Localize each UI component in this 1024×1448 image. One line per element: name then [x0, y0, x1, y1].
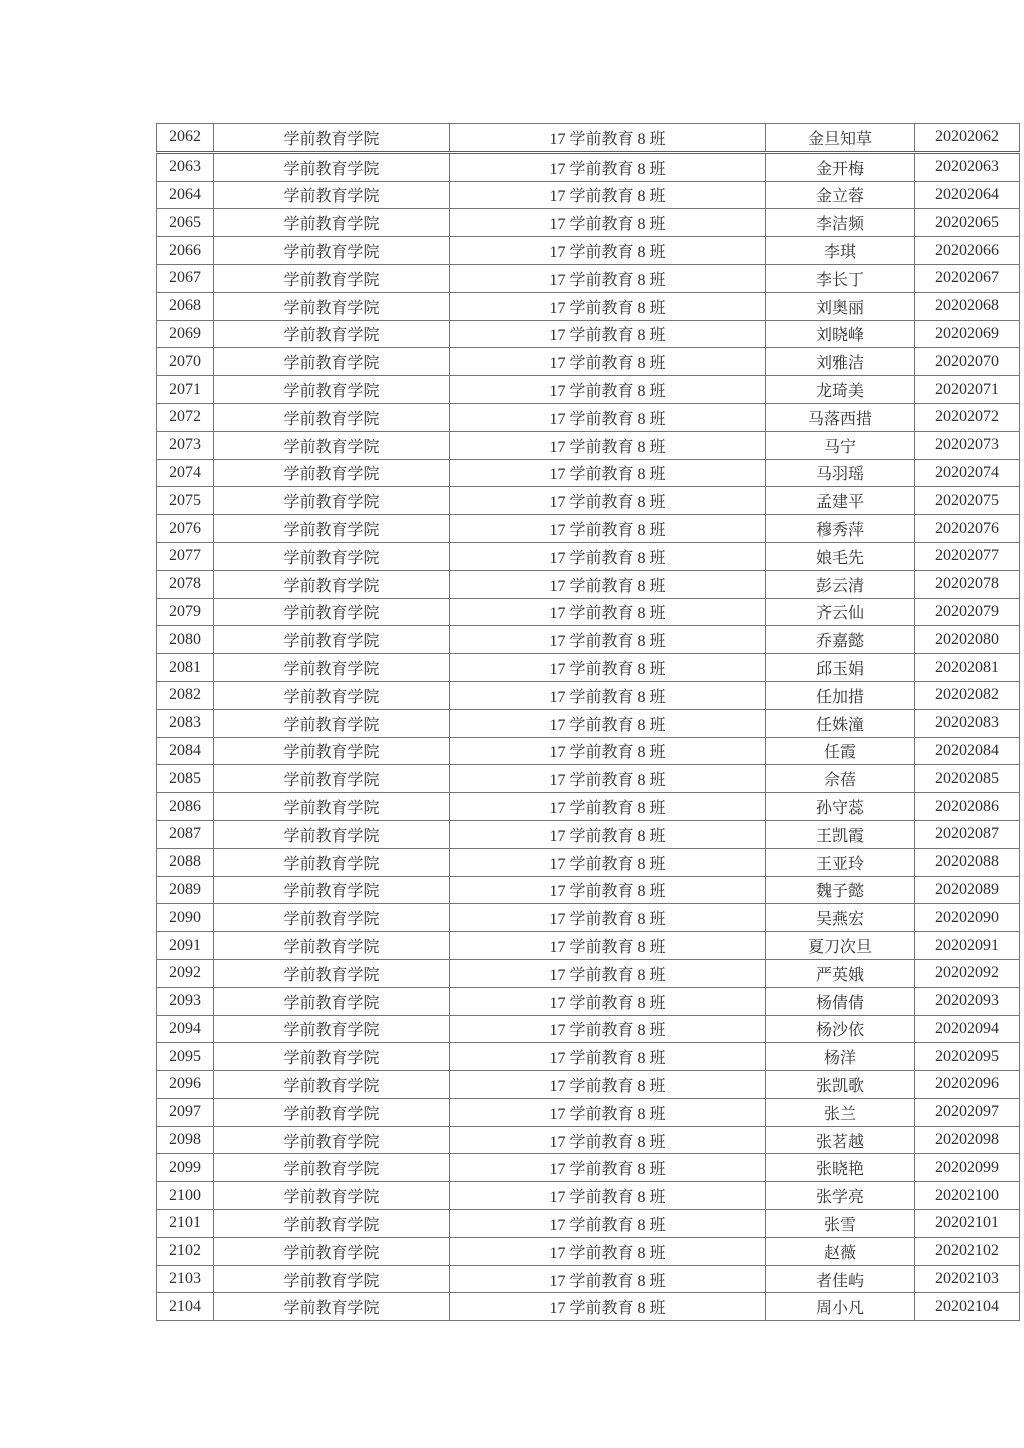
cell-college: 学前教育学院 — [214, 542, 450, 570]
cell-class: 17 学前教育 8 班 — [450, 932, 766, 960]
cell-college: 学前教育学院 — [214, 737, 450, 765]
cell-student-id: 20202076 — [915, 515, 1020, 543]
cell-student-id: 20202089 — [915, 876, 1020, 904]
cell-student-id: 20202086 — [915, 793, 1020, 821]
cell-serial-number: 2099 — [157, 1154, 214, 1182]
cell-college: 学前教育学院 — [214, 654, 450, 682]
table-row — [157, 292, 1020, 320]
table-row — [157, 515, 1020, 543]
table-row — [157, 348, 1020, 376]
cell-class: 17 学前教育 8 班 — [450, 376, 766, 404]
cell-class: 17 学前教育 8 班 — [450, 515, 766, 543]
cell-college: 学前教育学院 — [214, 709, 450, 737]
table-row — [157, 932, 1020, 960]
cell-student-id: 20202088 — [915, 848, 1020, 876]
cell-class: 17 学前教育 8 班 — [450, 709, 766, 737]
cell-college: 学前教育学院 — [214, 848, 450, 876]
cell-class: 17 学前教育 8 班 — [450, 1126, 766, 1154]
cell-serial-number: 2069 — [157, 320, 214, 348]
cell-class: 17 学前教育 8 班 — [450, 681, 766, 709]
cell-student-name: 李琪 — [766, 237, 915, 265]
cell-serial-number: 2062 — [157, 124, 214, 153]
cell-serial-number: 2083 — [157, 709, 214, 737]
cell-student-name: 夏刀次旦 — [766, 932, 915, 960]
cell-student-id: 20202068 — [915, 292, 1020, 320]
table-row — [157, 152, 1020, 181]
cell-serial-number: 2084 — [157, 737, 214, 765]
cell-student-name: 邱玉娟 — [766, 654, 915, 682]
cell-college: 学前教育学院 — [214, 765, 450, 793]
table-row — [157, 959, 1020, 987]
table-row — [157, 709, 1020, 737]
cell-student-name: 金旦知草 — [766, 124, 915, 153]
cell-serial-number: 2101 — [157, 1210, 214, 1238]
table-row — [157, 904, 1020, 932]
cell-class: 17 学前教育 8 班 — [450, 124, 766, 153]
cell-student-id: 20202066 — [915, 237, 1020, 265]
cell-class: 17 学前教育 8 班 — [450, 1293, 766, 1321]
cell-student-id: 20202087 — [915, 820, 1020, 848]
cell-college: 学前教育学院 — [214, 1098, 450, 1126]
cell-student-id: 20202071 — [915, 376, 1020, 404]
cell-student-id: 20202100 — [915, 1182, 1020, 1210]
cell-class: 17 学前教育 8 班 — [450, 487, 766, 515]
cell-college: 学前教育学院 — [214, 181, 450, 209]
table-row — [157, 1265, 1020, 1293]
cell-college: 学前教育学院 — [214, 515, 450, 543]
cell-serial-number: 2068 — [157, 292, 214, 320]
cell-serial-number: 2098 — [157, 1126, 214, 1154]
table-row — [157, 376, 1020, 404]
table-row — [157, 626, 1020, 654]
table-row — [157, 570, 1020, 598]
cell-class: 17 学前教育 8 班 — [450, 904, 766, 932]
cell-serial-number: 2072 — [157, 403, 214, 431]
cell-student-name: 穆秀萍 — [766, 515, 915, 543]
cell-college: 学前教育学院 — [214, 932, 450, 960]
cell-class: 17 学前教育 8 班 — [450, 403, 766, 431]
table-row — [157, 793, 1020, 821]
cell-student-id: 20202085 — [915, 765, 1020, 793]
cell-student-name: 严英娥 — [766, 959, 915, 987]
table-row — [157, 124, 1020, 153]
table-row — [157, 209, 1020, 237]
cell-student-name: 杨倩倩 — [766, 987, 915, 1015]
cell-student-id: 20202062 — [915, 124, 1020, 153]
cell-student-id: 20202074 — [915, 459, 1020, 487]
cell-student-id: 20202083 — [915, 709, 1020, 737]
cell-serial-number: 2063 — [157, 152, 214, 181]
cell-serial-number: 2093 — [157, 987, 214, 1015]
cell-class: 17 学前教育 8 班 — [450, 459, 766, 487]
cell-serial-number: 2073 — [157, 431, 214, 459]
cell-serial-number: 2076 — [157, 515, 214, 543]
cell-student-name: 李长丁 — [766, 264, 915, 292]
cell-college: 学前教育学院 — [214, 598, 450, 626]
cell-serial-number: 2066 — [157, 237, 214, 265]
cell-class: 17 学前教育 8 班 — [450, 1265, 766, 1293]
cell-class: 17 学前教育 8 班 — [450, 570, 766, 598]
table-row — [157, 876, 1020, 904]
cell-student-name: 李洁频 — [766, 209, 915, 237]
table-row — [157, 848, 1020, 876]
cell-student-name: 金开梅 — [766, 152, 915, 181]
cell-college: 学前教育学院 — [214, 1265, 450, 1293]
cell-serial-number: 2089 — [157, 876, 214, 904]
cell-student-id: 20202069 — [915, 320, 1020, 348]
cell-serial-number: 2074 — [157, 459, 214, 487]
cell-class: 17 学前教育 8 班 — [450, 959, 766, 987]
cell-serial-number: 2077 — [157, 542, 214, 570]
table-row — [157, 1237, 1020, 1265]
cell-college: 学前教育学院 — [214, 1126, 450, 1154]
cell-student-name: 张凯歌 — [766, 1071, 915, 1099]
cell-class: 17 学前教育 8 班 — [450, 181, 766, 209]
cell-college: 学前教育学院 — [214, 459, 450, 487]
table-row — [157, 264, 1020, 292]
roster-table-body — [157, 124, 1020, 1321]
cell-college: 学前教育学院 — [214, 626, 450, 654]
cell-class: 17 学前教育 8 班 — [450, 348, 766, 376]
cell-class: 17 学前教育 8 班 — [450, 793, 766, 821]
cell-serial-number: 2095 — [157, 1043, 214, 1071]
cell-student-id: 20202096 — [915, 1071, 1020, 1099]
cell-serial-number: 2082 — [157, 681, 214, 709]
cell-student-id: 20202094 — [915, 1015, 1020, 1043]
cell-serial-number: 2100 — [157, 1182, 214, 1210]
cell-serial-number: 2086 — [157, 793, 214, 821]
cell-college: 学前教育学院 — [214, 1154, 450, 1182]
cell-student-name: 娘毛先 — [766, 542, 915, 570]
cell-student-id: 20202084 — [915, 737, 1020, 765]
cell-college: 学前教育学院 — [214, 152, 450, 181]
cell-student-id: 20202065 — [915, 209, 1020, 237]
table-row — [157, 681, 1020, 709]
cell-student-name: 张学亮 — [766, 1182, 915, 1210]
table-row — [157, 237, 1020, 265]
cell-class: 17 学前教育 8 班 — [450, 152, 766, 181]
cell-student-name: 刘奥丽 — [766, 292, 915, 320]
cell-student-name: 任霞 — [766, 737, 915, 765]
cell-college: 学前教育学院 — [214, 431, 450, 459]
cell-college: 学前教育学院 — [214, 1182, 450, 1210]
cell-serial-number: 2102 — [157, 1237, 214, 1265]
cell-serial-number: 2080 — [157, 626, 214, 654]
cell-class: 17 学前教育 8 班 — [450, 1210, 766, 1238]
cell-class: 17 学前教育 8 班 — [450, 1154, 766, 1182]
table-row — [157, 320, 1020, 348]
cell-student-name: 赵薇 — [766, 1237, 915, 1265]
cell-serial-number: 2088 — [157, 848, 214, 876]
cell-student-name: 佘蓓 — [766, 765, 915, 793]
cell-student-id: 20202072 — [915, 403, 1020, 431]
cell-student-id: 20202101 — [915, 1210, 1020, 1238]
cell-student-name: 孙守蕊 — [766, 793, 915, 821]
cell-student-name: 张晓艳 — [766, 1154, 915, 1182]
cell-student-id: 20202099 — [915, 1154, 1020, 1182]
cell-serial-number: 2090 — [157, 904, 214, 932]
cell-class: 17 学前教育 8 班 — [450, 1071, 766, 1099]
cell-serial-number: 2104 — [157, 1293, 214, 1321]
cell-student-name: 马宁 — [766, 431, 915, 459]
table-row — [157, 1126, 1020, 1154]
cell-student-id: 20202103 — [915, 1265, 1020, 1293]
table-row — [157, 1182, 1020, 1210]
cell-student-name: 杨洋 — [766, 1043, 915, 1071]
cell-class: 17 学前教育 8 班 — [450, 820, 766, 848]
table-row — [157, 820, 1020, 848]
cell-class: 17 学前教育 8 班 — [450, 626, 766, 654]
table-row — [157, 737, 1020, 765]
cell-college: 学前教育学院 — [214, 237, 450, 265]
student-roster-table — [156, 123, 1020, 1321]
cell-student-id: 20202092 — [915, 959, 1020, 987]
cell-serial-number: 2092 — [157, 959, 214, 987]
cell-serial-number: 2103 — [157, 1265, 214, 1293]
cell-college: 学前教育学院 — [214, 403, 450, 431]
cell-college: 学前教育学院 — [214, 209, 450, 237]
cell-class: 17 学前教育 8 班 — [450, 737, 766, 765]
cell-class: 17 学前教育 8 班 — [450, 542, 766, 570]
table-row — [157, 765, 1020, 793]
cell-student-id: 20202077 — [915, 542, 1020, 570]
cell-student-id: 20202095 — [915, 1043, 1020, 1071]
cell-serial-number: 2079 — [157, 598, 214, 626]
cell-student-name: 孟建平 — [766, 487, 915, 515]
cell-serial-number: 2096 — [157, 1071, 214, 1099]
cell-college: 学前教育学院 — [214, 264, 450, 292]
cell-student-id: 20202073 — [915, 431, 1020, 459]
cell-student-id: 20202082 — [915, 681, 1020, 709]
cell-student-name: 乔嘉懿 — [766, 626, 915, 654]
cell-college: 学前教育学院 — [214, 987, 450, 1015]
cell-college: 学前教育学院 — [214, 487, 450, 515]
cell-student-id: 20202079 — [915, 598, 1020, 626]
table-row — [157, 1071, 1020, 1099]
cell-college: 学前教育学院 — [214, 376, 450, 404]
cell-college: 学前教育学院 — [214, 876, 450, 904]
cell-class: 17 学前教育 8 班 — [450, 1098, 766, 1126]
cell-class: 17 学前教育 8 班 — [450, 292, 766, 320]
cell-college: 学前教育学院 — [214, 1043, 450, 1071]
cell-class: 17 学前教育 8 班 — [450, 598, 766, 626]
cell-serial-number: 2070 — [157, 348, 214, 376]
cell-serial-number: 2071 — [157, 376, 214, 404]
cell-class: 17 学前教育 8 班 — [450, 1015, 766, 1043]
table-row — [157, 459, 1020, 487]
cell-college: 学前教育学院 — [214, 1015, 450, 1043]
cell-class: 17 学前教育 8 班 — [450, 237, 766, 265]
table-row — [157, 598, 1020, 626]
cell-student-id: 20202097 — [915, 1098, 1020, 1126]
cell-college: 学前教育学院 — [214, 348, 450, 376]
cell-student-name: 杨沙依 — [766, 1015, 915, 1043]
cell-college: 学前教育学院 — [214, 1293, 450, 1321]
table-row — [157, 403, 1020, 431]
cell-serial-number: 2065 — [157, 209, 214, 237]
table-row — [157, 1015, 1020, 1043]
cell-class: 17 学前教育 8 班 — [450, 320, 766, 348]
cell-student-id: 20202080 — [915, 626, 1020, 654]
cell-class: 17 学前教育 8 班 — [450, 848, 766, 876]
cell-student-name: 任加措 — [766, 681, 915, 709]
cell-student-id: 20202098 — [915, 1126, 1020, 1154]
cell-student-id: 20202063 — [915, 152, 1020, 181]
cell-class: 17 学前教育 8 班 — [450, 209, 766, 237]
table-row — [157, 1154, 1020, 1182]
table-row — [157, 1210, 1020, 1238]
cell-student-id: 20202064 — [915, 181, 1020, 209]
table-row — [157, 431, 1020, 459]
cell-student-name: 马落西措 — [766, 403, 915, 431]
cell-student-name: 任姝潼 — [766, 709, 915, 737]
cell-college: 学前教育学院 — [214, 681, 450, 709]
cell-class: 17 学前教育 8 班 — [450, 876, 766, 904]
cell-student-name: 者佳屿 — [766, 1265, 915, 1293]
cell-serial-number: 2091 — [157, 932, 214, 960]
cell-college: 学前教育学院 — [214, 1237, 450, 1265]
cell-serial-number: 2064 — [157, 181, 214, 209]
cell-class: 17 学前教育 8 班 — [450, 264, 766, 292]
table-row — [157, 181, 1020, 209]
cell-student-id: 20202067 — [915, 264, 1020, 292]
cell-class: 17 学前教育 8 班 — [450, 654, 766, 682]
cell-college: 学前教育学院 — [214, 570, 450, 598]
cell-student-id: 20202091 — [915, 932, 1020, 960]
cell-student-name: 彭云清 — [766, 570, 915, 598]
cell-college: 学前教育学院 — [214, 793, 450, 821]
cell-student-name: 刘晓峰 — [766, 320, 915, 348]
cell-college: 学前教育学院 — [214, 124, 450, 153]
cell-class: 17 学前教育 8 班 — [450, 1237, 766, 1265]
cell-serial-number: 2081 — [157, 654, 214, 682]
cell-student-name: 吴燕宏 — [766, 904, 915, 932]
cell-class: 17 学前教育 8 班 — [450, 1043, 766, 1071]
cell-student-name: 王亚玲 — [766, 848, 915, 876]
cell-student-name: 张茗越 — [766, 1126, 915, 1154]
cell-student-id: 20202090 — [915, 904, 1020, 932]
cell-college: 学前教育学院 — [214, 959, 450, 987]
cell-serial-number: 2094 — [157, 1015, 214, 1043]
table-row — [157, 654, 1020, 682]
cell-student-id: 20202078 — [915, 570, 1020, 598]
cell-college: 学前教育学院 — [214, 904, 450, 932]
cell-student-id: 20202075 — [915, 487, 1020, 515]
cell-student-name: 龙琦美 — [766, 376, 915, 404]
cell-college: 学前教育学院 — [214, 820, 450, 848]
cell-student-name: 金立蓉 — [766, 181, 915, 209]
cell-student-id: 20202081 — [915, 654, 1020, 682]
cell-college: 学前教育学院 — [214, 1210, 450, 1238]
table-row — [157, 487, 1020, 515]
cell-student-name: 周小凡 — [766, 1293, 915, 1321]
table-row — [157, 987, 1020, 1015]
cell-class: 17 学前教育 8 班 — [450, 1182, 766, 1210]
cell-class: 17 学前教育 8 班 — [450, 765, 766, 793]
cell-college: 学前教育学院 — [214, 320, 450, 348]
cell-serial-number: 2097 — [157, 1098, 214, 1126]
table-row — [157, 1043, 1020, 1071]
cell-class: 17 学前教育 8 班 — [450, 431, 766, 459]
table-row — [157, 542, 1020, 570]
cell-serial-number: 2075 — [157, 487, 214, 515]
cell-serial-number: 2078 — [157, 570, 214, 598]
cell-college: 学前教育学院 — [214, 292, 450, 320]
cell-serial-number: 2085 — [157, 765, 214, 793]
cell-student-name: 魏子懿 — [766, 876, 915, 904]
cell-student-id: 20202102 — [915, 1237, 1020, 1265]
cell-student-id: 20202104 — [915, 1293, 1020, 1321]
cell-class: 17 学前教育 8 班 — [450, 987, 766, 1015]
table-row — [157, 1098, 1020, 1126]
cell-student-name: 张雪 — [766, 1210, 915, 1238]
cell-student-id: 20202070 — [915, 348, 1020, 376]
cell-student-name: 马羽瑶 — [766, 459, 915, 487]
cell-student-name: 齐云仙 — [766, 598, 915, 626]
cell-student-name: 张兰 — [766, 1098, 915, 1126]
cell-student-id: 20202093 — [915, 987, 1020, 1015]
cell-student-name: 刘雅洁 — [766, 348, 915, 376]
cell-student-name: 王凯霞 — [766, 820, 915, 848]
cell-serial-number: 2067 — [157, 264, 214, 292]
table-row — [157, 1293, 1020, 1321]
cell-serial-number: 2087 — [157, 820, 214, 848]
cell-college: 学前教育学院 — [214, 1071, 450, 1099]
